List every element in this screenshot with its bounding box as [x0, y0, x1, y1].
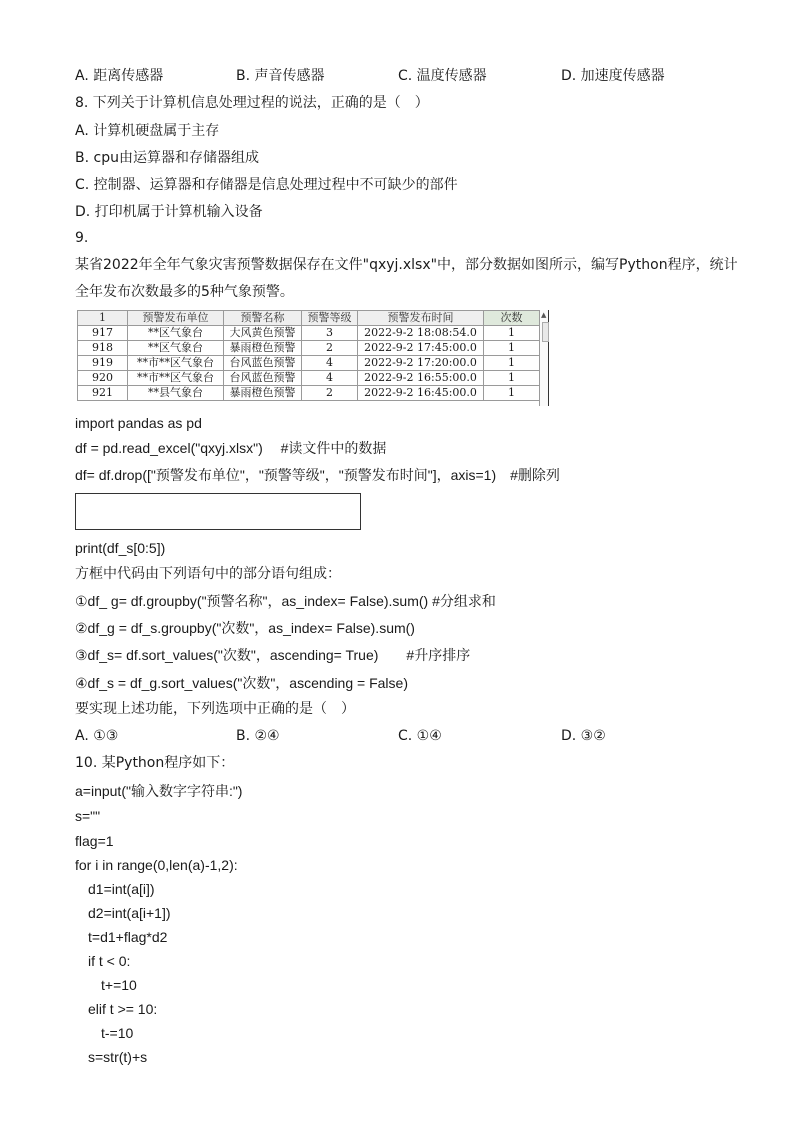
q9-stem-line1: 某省2022年全年气象灾害预警数据保存在文件"qxyj.xlsx"中，部分数据如图所示，编写Python程序，统计	[75, 257, 738, 273]
q10-code-line: d2=int(a[i+1])	[88, 905, 171, 921]
table-cell: 2022-9-2 18:08:54.0	[358, 326, 484, 341]
table-cell: 2022-9-2 17:20:00.0	[358, 356, 484, 371]
table-cell: 2	[302, 386, 358, 401]
q8-stem: 8. 下列关于计算机信息处理过程的说法，正确的是（ ）	[75, 95, 429, 111]
q10-code-line: s=""	[75, 808, 101, 824]
table-cell: 2022-9-2 16:45:00.0	[358, 386, 484, 401]
header-cell-time: 预警发布时间	[358, 311, 484, 326]
header-cell-unit: 预警发布单位	[128, 311, 224, 326]
q7-option-d: D. 加速度传感器	[561, 68, 665, 84]
table-cell: 1	[484, 341, 540, 356]
q8-option-d: D. 打印机属于计算机输入设备	[75, 204, 263, 220]
header-cell-level: 预警等级	[302, 311, 358, 326]
q9-box-intro: 方框中代码由下列语句中的部分语句组成：	[75, 566, 341, 582]
q8-option-b: B. cpu由运算器和存储器组成	[75, 150, 259, 166]
table-cell: 921	[78, 386, 128, 401]
q9-code-line2: df = pd.read_excel("qxyj.xlsx") #读文件中的数据	[75, 440, 387, 456]
table-cell: 1	[484, 356, 540, 371]
q10-code-line: t+=10	[101, 977, 137, 993]
q9-option-c: C. ①④	[398, 728, 442, 744]
q9-number: 9.	[75, 230, 89, 246]
q9-statement-1: ①df_ g= df.groupby("预警名称"，as_index= False).sum() #分组求和	[75, 593, 496, 609]
table-cell: 3	[302, 326, 358, 341]
table-cell: 暴雨橙色预警	[224, 341, 302, 356]
q9-statement-3: ③df_s= df.sort_values("次数"，ascending= True) #升序排序	[75, 647, 471, 663]
q10-code-line: d1=int(a[i])	[88, 881, 155, 897]
table-row	[78, 356, 540, 371]
table-cell: 917	[78, 326, 128, 341]
q9-options	[75, 726, 715, 746]
q9-option-b: B. ②④	[236, 728, 280, 744]
q10-code-line: elif t >= 10:	[88, 1001, 158, 1017]
table-cell: 大风黄色预警	[224, 326, 302, 341]
table-cell: **区气象台	[128, 341, 224, 356]
q8-option-c: C. 控制器、运算器和存储器是信息处理过程中不可缺少的部件	[75, 177, 458, 193]
scroll-thumb	[542, 322, 549, 342]
table-cell: 台风蓝色预警	[224, 356, 302, 371]
table-cell: **区气象台	[128, 326, 224, 341]
table-cell: 2022-9-2 17:45:00.0	[358, 341, 484, 356]
q9-code-line1: import pandas as pd	[75, 415, 202, 431]
table-cell: 920	[78, 371, 128, 386]
q7-option-c: C. 温度传感器	[398, 68, 487, 84]
q9-statement-4: ④df_s = df_g.sort_values("次数"，ascending = False)	[75, 675, 408, 691]
table-row	[78, 386, 540, 401]
header-cell-name: 预警名称	[224, 311, 302, 326]
q10-stem: 10. 某Python程序如下：	[75, 755, 235, 771]
q10-code-line: a=input("输入数字字符串:")	[75, 783, 243, 799]
q10-code-line: t=d1+flag*d2	[88, 929, 168, 945]
table-cell: 1	[484, 326, 540, 341]
table-cell: 台风蓝色预警	[224, 371, 302, 386]
table-cell: 2	[302, 341, 358, 356]
q10-code-line: t-=10	[101, 1025, 134, 1041]
q10-code-line: if t < 0:	[88, 953, 131, 969]
q9-statement-2: ②df_g = df_s.groupby("次数"，as_index= False).sum()	[75, 620, 415, 636]
q7-option-a: A. 距离传感器	[75, 68, 164, 84]
table-row	[78, 326, 540, 341]
warning-data-table	[77, 310, 540, 401]
q7-option-b: B. 声音传感器	[236, 68, 325, 84]
scroll-up-arrow-icon: ▲	[541, 311, 547, 319]
spreadsheet-excerpt	[77, 310, 551, 406]
q9-stem-line2: 全年发布次数最多的5种气象预警。	[75, 284, 294, 300]
table-cell: **市**区气象台	[128, 371, 224, 386]
code-answer-box	[75, 493, 361, 530]
table-header-row	[78, 311, 540, 326]
q10-code-line: for i in range(0,len(a)-1,2):	[75, 857, 238, 873]
table-cell: 暴雨橙色预警	[224, 386, 302, 401]
q8-option-a: A. 计算机硬盘属于主存	[75, 123, 220, 139]
table-cell: 2022-9-2 16:55:00.0	[358, 371, 484, 386]
q9-option-d: D. ③②	[561, 728, 606, 744]
table-scrollbar	[539, 310, 549, 406]
table-cell: **县气象台	[128, 386, 224, 401]
q9-option-a: A. ①③	[75, 728, 119, 744]
q9-question: 要实现上述功能，下列选项中正确的是（ ）	[75, 701, 355, 717]
table-cell: 4	[302, 356, 358, 371]
q9-code-line3: df= df.drop(["预警发布单位"，"预警等级"，"预警发布时间"]，axis=1) #删除列	[75, 467, 560, 483]
table-row	[78, 341, 540, 356]
table-cell: **市**区气象台	[128, 356, 224, 371]
q7-options	[75, 66, 715, 86]
table-cell: 1	[484, 386, 540, 401]
table-cell: 4	[302, 371, 358, 386]
q9-code-print: print(df_s[0:5])	[75, 540, 166, 556]
q10-code-line: flag=1	[75, 833, 114, 849]
table-cell: 1	[484, 371, 540, 386]
header-cell-count: 次数	[484, 311, 540, 326]
table-cell: 918	[78, 341, 128, 356]
q10-code-line: s=str(t)+s	[88, 1049, 148, 1065]
table-row	[78, 371, 540, 386]
table-cell: 919	[78, 356, 128, 371]
header-cell-index: 1	[78, 311, 128, 326]
